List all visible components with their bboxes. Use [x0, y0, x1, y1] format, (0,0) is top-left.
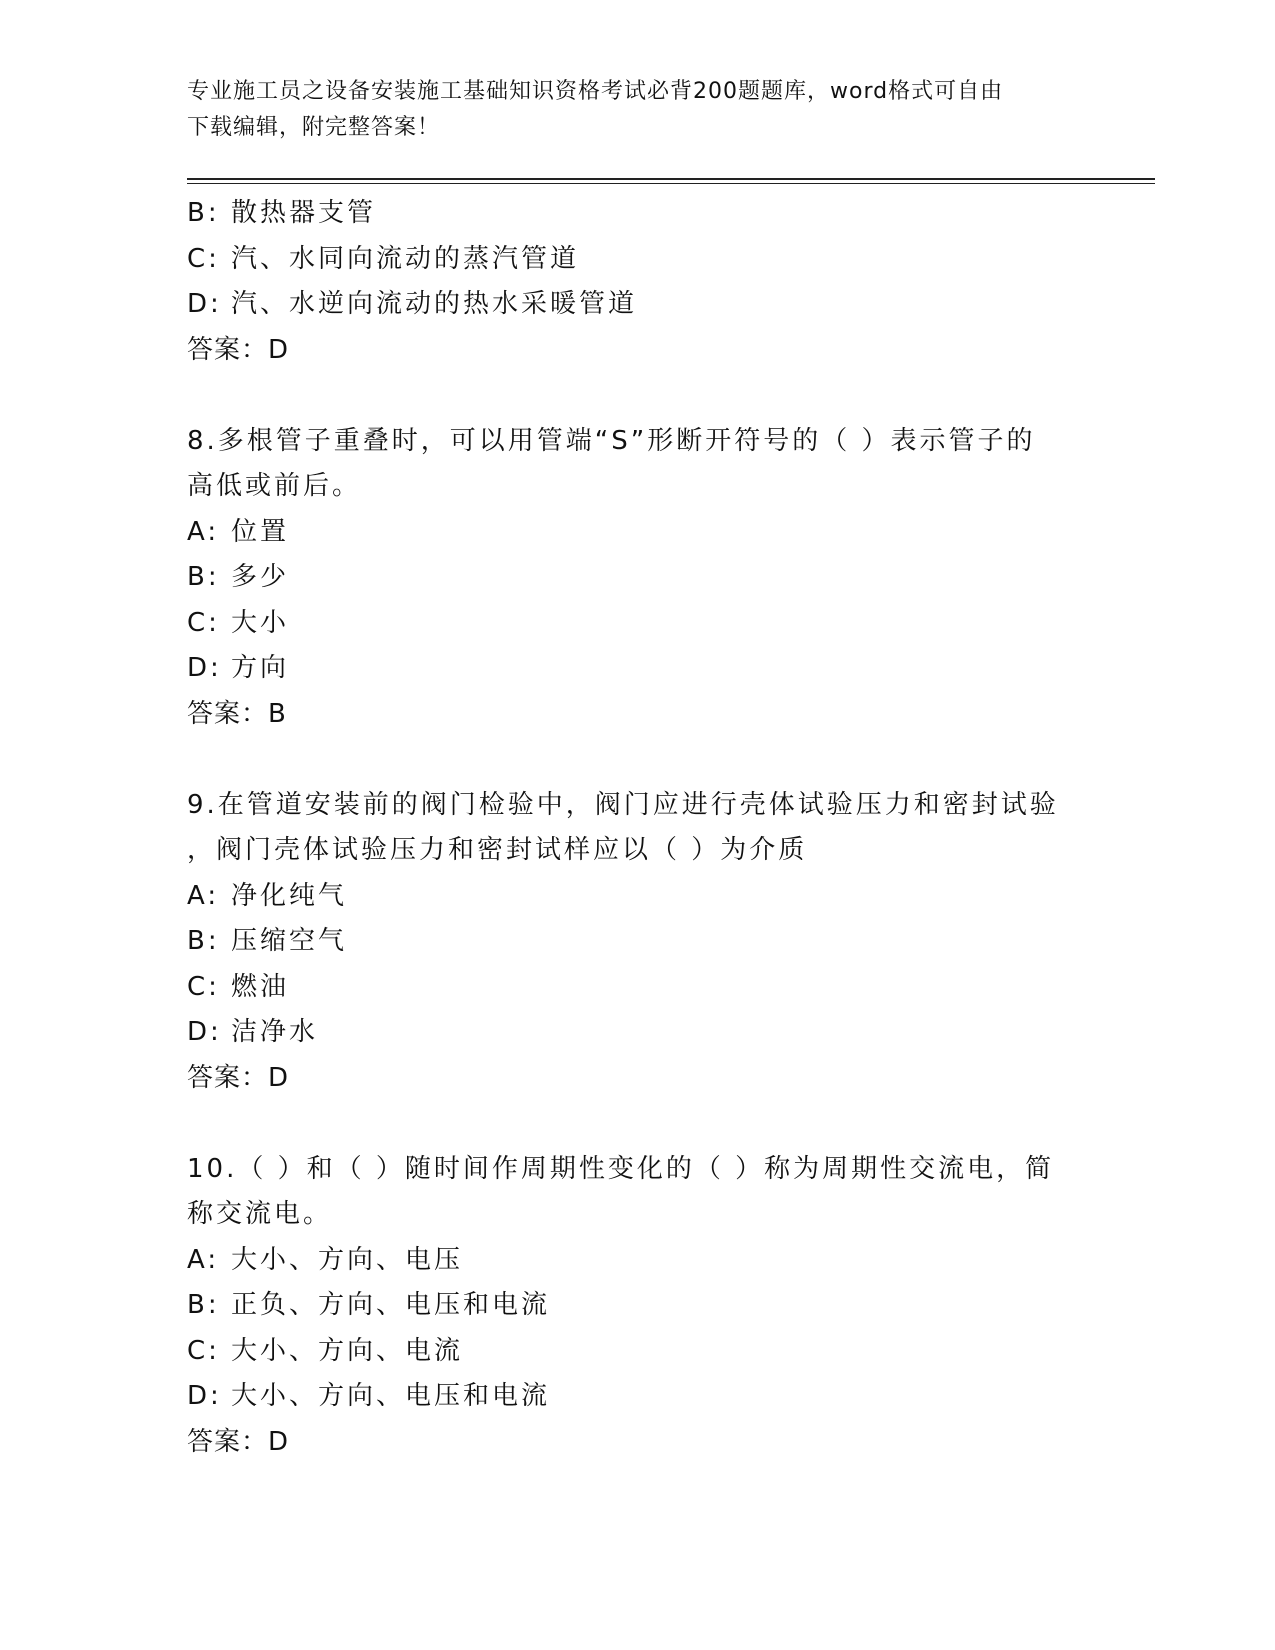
answer: 答案：D	[187, 1426, 290, 1457]
option-text: 正负、方向、电压和电流	[231, 1290, 551, 1320]
document-body	[187, 191, 1087, 1465]
option-label: D:	[187, 1381, 222, 1411]
question-text-line-1: 9.在管道安装前的阀门检验中，阀门应进行壳体试验压力和密封试验	[187, 789, 1059, 820]
spacer	[187, 373, 1087, 419]
question-text-line-2: 称交流电。	[187, 1199, 333, 1229]
option-a	[187, 510, 1087, 556]
question-text-line-2: ，阀门壳体试验压力和密封试样应以（ ）为介质	[187, 835, 808, 865]
option-label: D:	[187, 1017, 222, 1047]
option-d	[187, 1010, 1087, 1056]
answer: 答案：B	[187, 698, 287, 729]
answer: 答案：D	[187, 334, 290, 365]
option-d	[187, 1374, 1087, 1420]
option-text: 汽、水同向流动的蒸汽管道	[231, 243, 580, 274]
option-label: A:	[187, 880, 220, 911]
option-d	[187, 646, 1087, 692]
document-header	[187, 74, 1067, 146]
option-label: C:	[187, 243, 220, 274]
option-c	[187, 237, 1087, 283]
header-divider-thin	[187, 183, 1155, 184]
option-text: 大小、方向、电压和电流	[231, 1381, 551, 1411]
question-8	[187, 419, 1087, 738]
question-text-line-1: 10.（ ）和（ ）随时间作周期性变化的（ ）称为周期性交流电，简	[187, 1153, 1055, 1184]
option-label: D:	[187, 653, 222, 683]
question-text-line-1: 8.多根管子重叠时，可以用管端“S”形断开符号的（ ）表示管子的	[187, 425, 1036, 456]
option-text: 方向	[231, 653, 290, 683]
option-c	[187, 601, 1087, 647]
option-label: B:	[187, 926, 220, 956]
spacer	[187, 1101, 1087, 1147]
question-7-tail	[187, 191, 1087, 373]
option-label: A:	[187, 1244, 220, 1275]
option-b	[187, 191, 1087, 237]
option-text: 净化纯气	[231, 880, 348, 911]
option-text: 多少	[231, 562, 290, 592]
option-text: 大小、方向、电压	[231, 1244, 464, 1275]
option-label: D:	[187, 289, 222, 319]
option-b	[187, 919, 1087, 965]
option-b	[187, 555, 1087, 601]
option-c	[187, 965, 1087, 1011]
option-a	[187, 1238, 1087, 1284]
option-label: B:	[187, 198, 220, 228]
header-divider-thick	[187, 178, 1155, 180]
spacer	[187, 737, 1087, 783]
option-text: 大小、方向、电流	[231, 1335, 464, 1366]
option-text: 燃油	[231, 971, 290, 1002]
option-label: C:	[187, 1335, 220, 1366]
option-a	[187, 874, 1087, 920]
option-b	[187, 1283, 1087, 1329]
option-text: 大小	[231, 607, 290, 638]
option-text: 位置	[231, 516, 290, 547]
option-text: 汽、水逆向流动的热水采暖管道	[231, 289, 638, 319]
question-9	[187, 783, 1087, 1102]
option-label: B:	[187, 562, 220, 592]
answer: 答案：D	[187, 1062, 290, 1093]
option-text: 洁净水	[231, 1017, 319, 1047]
question-text-line-2: 高低或前后。	[187, 471, 362, 501]
question-10	[187, 1147, 1087, 1466]
option-text: 散热器支管	[231, 198, 377, 228]
option-c	[187, 1329, 1087, 1375]
option-label: C:	[187, 971, 220, 1002]
option-label: A:	[187, 516, 220, 547]
option-label: C:	[187, 607, 220, 638]
header-line-1: 专业施工员之设备安装施工基础知识资格考试必背200题题库，word格式可自由	[187, 79, 1004, 104]
option-d	[187, 282, 1087, 328]
header-line-2: 下载编辑，附完整答案！	[187, 115, 441, 140]
option-label: B:	[187, 1290, 220, 1320]
option-text: 压缩空气	[231, 926, 348, 956]
